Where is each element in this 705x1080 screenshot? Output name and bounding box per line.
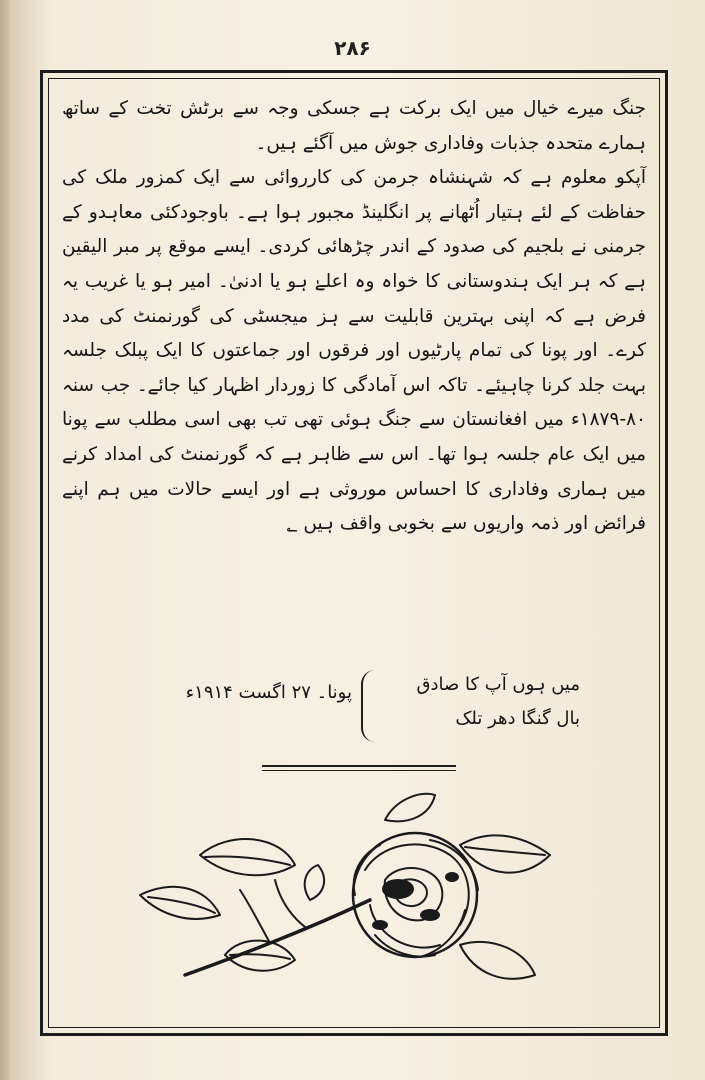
signoff-block bbox=[120, 668, 580, 748]
signature bbox=[380, 668, 580, 736]
rose-head bbox=[353, 833, 477, 957]
body-text bbox=[62, 92, 646, 542]
curly-brace-icon bbox=[361, 670, 375, 742]
leaf-top bbox=[385, 794, 435, 822]
paragraph-2: آپکو معلوم ہے کہ شہنشاہ جرمن کی کارروائی سے ایک کمزور ملک کی حفاظت کے لئے ہتیار اُٹھانے پر انگلینڈ مجبور ہوا ہے۔ باوجودکئی معاہدو کے جرمنی نے بلجیم کی صدود کے اندر چڑھائی کردی۔ ایسے موقع پر مبر الیقین ہے کہ ہر ایک ہندوستانی کا خواہ وہ اعلےٰ ہو یا ادنیٰ۔ امیر ہو یا غریب یہ فرض ہے کہ اپنی بہترین قابلیت سے ہز میجسٹی کی گورنمنٹ کی مدد کرے۔ اور پونا کی تمام پارٹیوں اور فرقوں اور جماعتوں کا ایک پبلک جلسہ بہت جلد کرنا چاہیئے۔ تاکہ اس آمادگی کا زوردار اظہار کیا جائے۔ جب سنہ ۸۰-۱۸۷۹ء میں افغانستان سے جنگ ہوئی تھی تب بھی اسی مطلب سے پونا میں ایک عام جلسہ ہوا تھا۔ اس سے ظاہر ہے کہ گورنمنٹ کی امداد کرنے میں ہماری وفاداری کا احساس موروثی ہے اور ایسے حالات میں ہم اپنے فرائض اور ذمہ واریوں سے بخوبی واقف ہیں ؂ bbox=[62, 167, 646, 535]
leaf-bottom-right bbox=[460, 942, 535, 979]
signature-line-2: بال گنگا دھر تلک bbox=[455, 708, 580, 729]
leaf-left-lower bbox=[140, 887, 220, 919]
section-divider bbox=[262, 765, 456, 771]
rose-illustration bbox=[130, 785, 560, 1010]
page-number: ۲۸۶ bbox=[334, 36, 371, 60]
place-and-date: پونا۔ ۲۷ اگست ۱۹۱۴ء bbox=[185, 682, 352, 703]
paragraph-1: جنگ میرے خیال میں ایک برکت ہے جسکی وجہ سے برٹش تخت کے ساتھ ہمارے متحدہ جذبات وفاداری جوش میں آگئے ہیں۔ bbox=[62, 98, 646, 154]
flower-bud bbox=[305, 865, 324, 900]
signature-line-1: میں ہوں آپ کا صادق bbox=[416, 674, 580, 695]
